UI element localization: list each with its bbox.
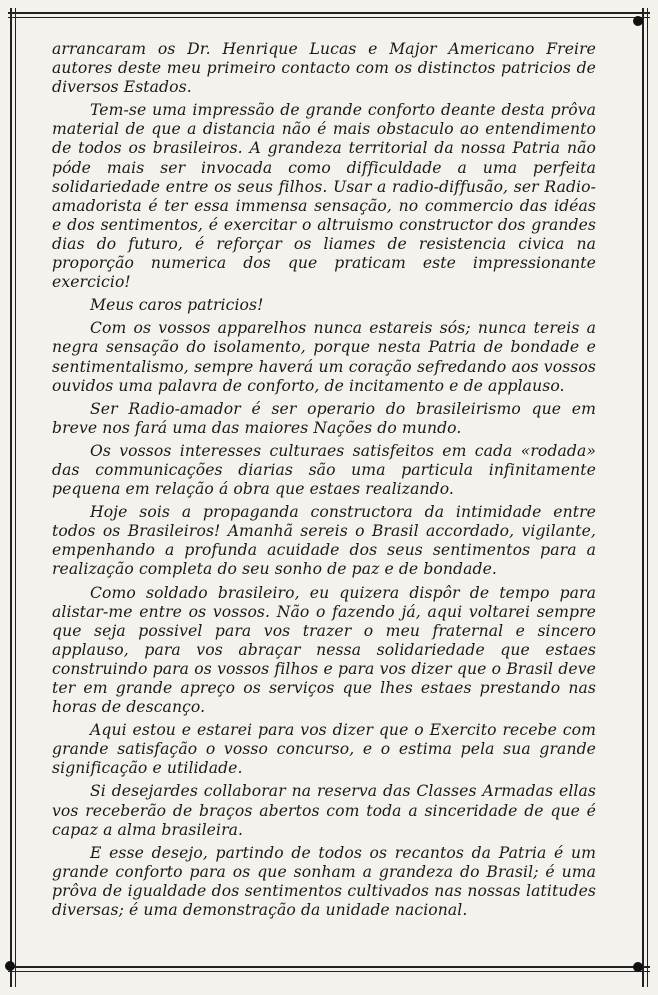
top-border-rule [8,12,650,18]
paragraph: Si desejardes collaborar na reserva das Classes Armadas ellas vos receberão de braços abertos com toda a sinceridade de que é capaz a alma brasileira. [52,782,596,839]
paragraph: Hoje sois a propaganda constructora da intimidade entre todos os Brasileiros! Amanhã sereis o Brasil accordado, vigilante, empenhando a profunda acuidade dos seus sentimentos para a realização completa do seu sonho de paz e de bondade. [52,503,596,579]
paragraph: arrancaram os Dr. Henrique Lucas e Major Americano Freire autores deste meu primeiro contacto com os distinctos patricios de diversos Estados. [52,40,596,97]
paragraph: Os vossos interesses culturaes satisfeitos em cada «rodada» das communicações diarias são uma particula infinitamente pequena em relação á obra que estaes realizando. [52,441,596,499]
paragraph: Como soldado brasileiro, eu quizera dispôr de tempo para alistar-me entre os vossos. Não o fazendo já, aqui voltarei sempre que seja possivel para vos trazer o meu fraternal e sincero applauso, para vos abraçar nessa solidariedade que estaes construindo para os vossos filhos e para vos dizer que o Brasil deve ter em grande apreço os serviços que lhes estaes prestando nas horas de descanço. [52,583,596,717]
paragraph: Aqui estou e estarei para vos dizer que o Exercito recebe com grande satisfação o vosso concurso, e o estima pela sua grande significação e utilidade. [52,721,596,778]
right-border-rule [642,8,648,987]
paragraph: Tem-se uma impressão de grande conforto deante desta prôva material de que a distancia não é mais obstaculo ao entendimento de todos os brasileiros. A grandeza territorial da nossa Patria não póde mais ser invocada como difficuldade a uma perfeita solidariedade entre os seus filhos. Usar a radio-diffusão, ser Radio-amadorista é ter essa immensa sensação, no commercio das idéas e dos sentimentos, é exercitar o altruismo constructor dos grandes dias do futuro, é reforçar os liames de resistencia civica na proporção numerica dos que praticam este impressionante exercicio! [52,101,596,292]
corner-dot-top-right [633,16,643,26]
left-border-rule [10,8,16,987]
paragraph: E esse desejo, partindo de todos os recantos da Patria é um grande conforto para os que sonham a grandeza do Brasil; é uma prôva de igualdade dos sentimentos cultivados nas nossas latitudes diversas; é uma demonstração da unidade nacional. [52,843,596,920]
paragraph: Ser Radio-amador é ser operario do brasileirismo que em breve nos fará uma das maiores Nações do mundo. [52,399,596,437]
body-text [52,40,596,924]
paragraph: Com os vossos apparelhos nunca estareis sós; nunca tereis a negra sensação do isolamento, porque nesta Patria de bondade e sentimentalismo, sempre haverá um coração sefredando aos vossos ouvidos uma palavra de conforto, de incitamento e de applauso. [52,319,596,395]
paragraph: Meus caros patricios! [90,296,264,315]
corner-dot-bottom-left [5,961,15,971]
bottom-border-rule [8,966,650,972]
corner-dot-bottom-right [633,962,643,972]
